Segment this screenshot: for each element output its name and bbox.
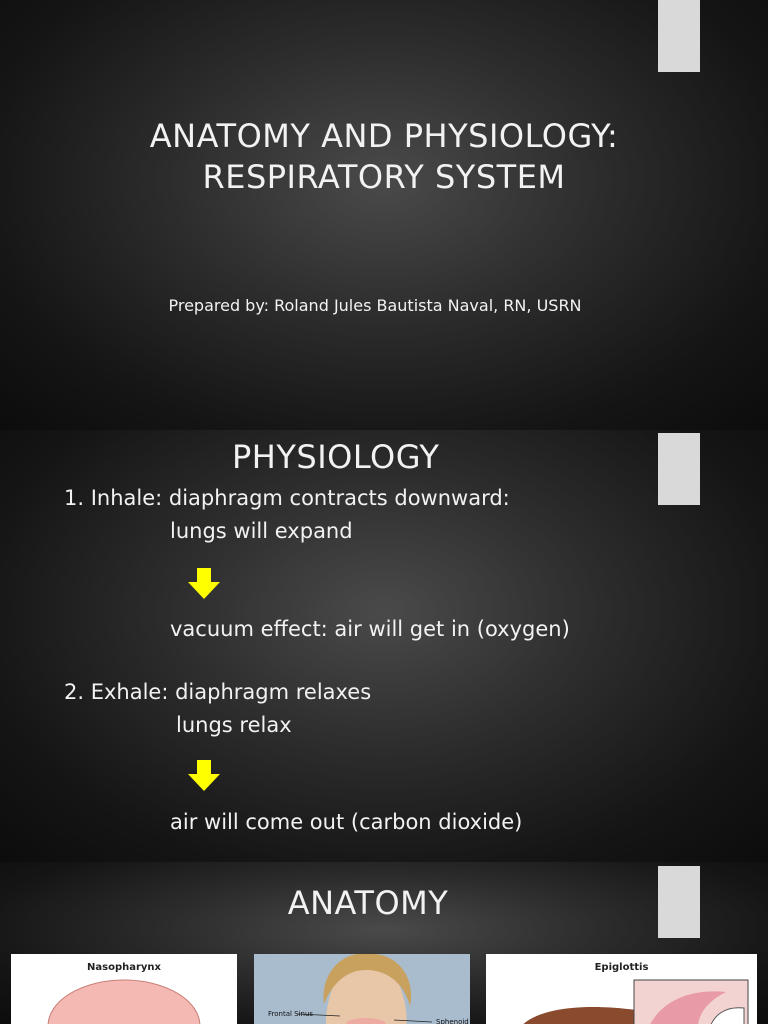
inhale-line-2: lungs will expand: [170, 519, 353, 543]
title-slide: [0, 0, 768, 430]
inhale-result: vacuum effect: air will get in (oxygen): [170, 617, 570, 641]
inhale-line: 1. Inhale: diaphragm contracts downward:: [64, 486, 510, 510]
sinus-image: [254, 954, 470, 1024]
image-label: Nasopharynx: [87, 962, 161, 973]
nasopharynx-illustration: [11, 954, 237, 1024]
frontal-sinus-label: Frontal Sinus: [268, 1010, 314, 1018]
sphenoid-label: Sphenoid: [436, 1018, 469, 1024]
slide-title: [0, 116, 768, 198]
physiology-slide: [0, 430, 768, 862]
title-line-1: ANATOMY AND PHYSIOLOGY:: [149, 117, 619, 155]
down-arrow-icon: [187, 567, 221, 601]
title-line-2: RESPIRATORY SYSTEM: [202, 158, 566, 196]
slide-title: PHYSIOLOGY: [232, 438, 440, 476]
nasopharynx-image: [11, 954, 237, 1024]
epiglottis-image: [486, 954, 757, 1024]
slide-tab: [658, 433, 700, 505]
down-arrow-icon: [187, 759, 221, 793]
exhale-result: air will come out (carbon dioxide): [170, 810, 523, 834]
epiglottis-illustration: [486, 954, 757, 1024]
exhale-line: 2. Exhale: diaphragm relaxes: [64, 680, 372, 704]
slide-tab: [658, 0, 700, 72]
image-label: Epiglottis: [594, 962, 649, 973]
prepared-by: Prepared by: Roland Jules Bautista Naval, RN, USRN: [168, 296, 582, 315]
exhale-line-2: lungs relax: [176, 713, 292, 737]
slide-title: ANATOMY: [287, 884, 449, 922]
anatomy-slide: [0, 862, 768, 1024]
